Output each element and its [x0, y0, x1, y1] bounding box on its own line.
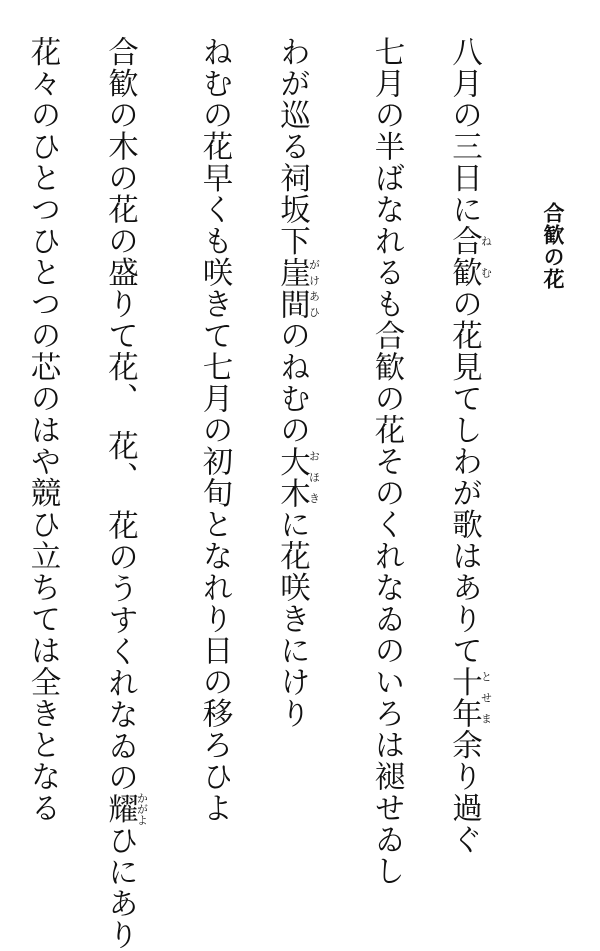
- line-text: わが巡る祠坂下: [274, 36, 310, 257]
- line-text: 八月の三日に: [446, 36, 482, 225]
- poem-line-6: [22, 36, 62, 824]
- poem-line-5: [102, 36, 149, 951]
- ruby-word: [446, 225, 493, 288]
- line-text: 余り過ぐ: [446, 729, 482, 855]
- poem-title: 合歓の花: [541, 202, 565, 290]
- ruby-reading: おほき: [307, 445, 321, 509]
- ruby-word: [274, 256, 321, 320]
- poem-line-4: [194, 36, 234, 824]
- ruby-reading: とせま: [479, 666, 493, 729]
- ruby-word: [446, 666, 493, 729]
- ruby-reading: かがよ: [135, 792, 149, 826]
- line-text: 合歓の木の花の盛りて花、 花、 花のうすくれなゐの: [102, 36, 138, 793]
- ruby-word: [274, 445, 321, 509]
- ruby-reading: がけあひ: [307, 256, 321, 320]
- ruby-base-text: 合歓: [446, 225, 482, 288]
- ruby-base-text: 耀: [102, 792, 138, 826]
- line-text: ねむの花早くも咲きて七月の初旬となれり日の移ろひよ: [197, 36, 232, 824]
- line-text: 七月の半ばなれるも合歓の花そのくれなゐのいろは褪せゐし: [369, 36, 404, 887]
- poem-line-3: [274, 36, 321, 729]
- ruby-reading: ねむ: [479, 225, 493, 288]
- ruby-base-text: 崖間: [274, 256, 310, 320]
- line-text: のねむの: [274, 319, 310, 446]
- ruby-word: [102, 792, 149, 826]
- line-text: 花々のひとつひとつの芯のはや競ひ立ちては全きとなる: [25, 36, 60, 824]
- line-text: ひにあり: [102, 824, 138, 951]
- line-text: に花咲きにけり: [274, 508, 310, 729]
- ruby-base-text: 十年: [446, 666, 482, 729]
- line-text: の花見てしわが歌はありて: [446, 288, 482, 666]
- ruby-base-text: 大木: [274, 445, 310, 509]
- poem-line-1: [446, 36, 493, 855]
- poem-line-2: [366, 36, 406, 887]
